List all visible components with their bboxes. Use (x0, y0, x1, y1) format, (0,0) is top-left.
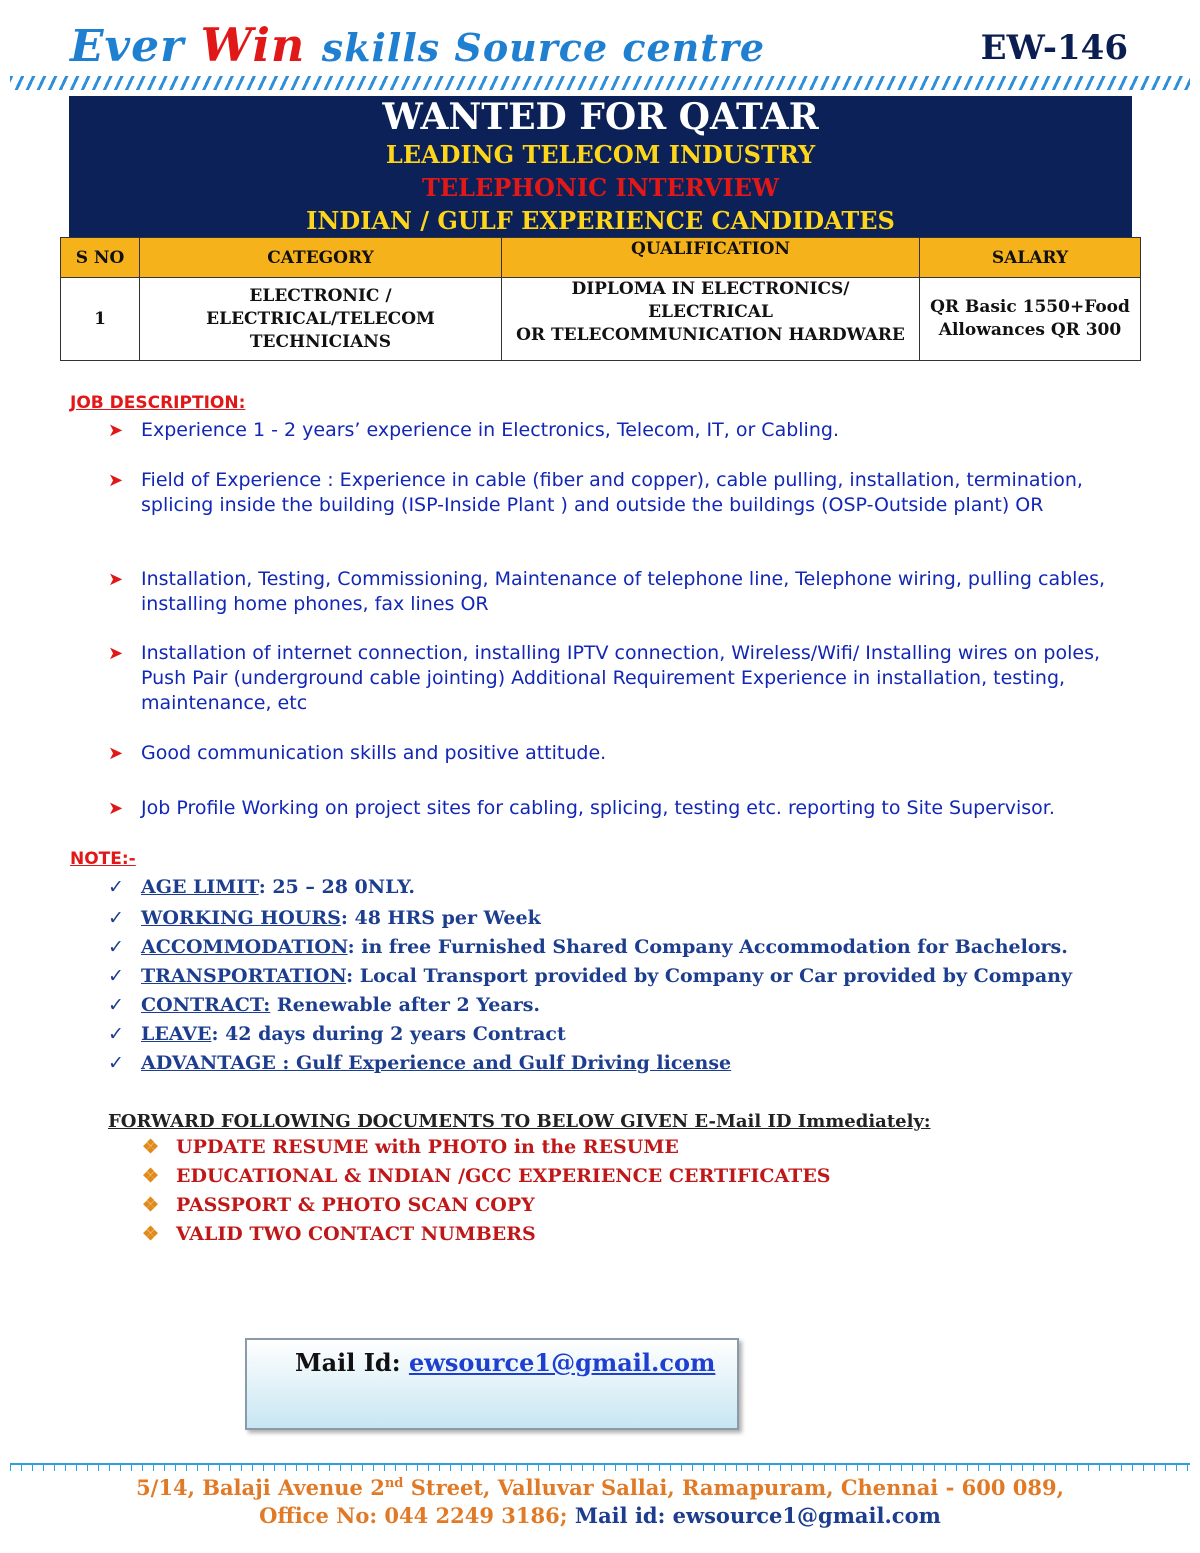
diamond-bullet-icon: ❖ (142, 1194, 160, 1216)
note-label: ADVANTAGE : Gulf Experience and Gulf Driving license (141, 1052, 732, 1074)
document-item: EDUCATIONAL & INDIAN /GCC EXPERIENCE CERTIFICATES (176, 1165, 831, 1187)
cell-qualification (502, 278, 920, 361)
arrow-bullet-icon: ➤ (108, 643, 124, 664)
list-item (108, 994, 540, 1016)
note-value: : 25 – 28 0NLY. (258, 876, 416, 898)
list-item (108, 965, 1072, 987)
category-line: ELECTRONIC / (249, 285, 392, 306)
check-icon: ✓ (108, 994, 124, 1016)
title-banner (69, 96, 1132, 238)
documents-heading: FORWARD FOLLOWING DOCUMENTS TO BELOW GIVEN E-Mail ID Immediately: (108, 1111, 931, 1132)
list-item (142, 1194, 535, 1216)
diamond-bullet-icon: ❖ (142, 1165, 160, 1187)
brand-part-win: Win (200, 18, 306, 72)
job-description-text: Experience 1 - 2 years’ experience in Electronics, Telecom, IT, or Cabling. (141, 419, 839, 441)
footer-mail[interactable]: Mail id: ewsource1@gmail.com (567, 1503, 941, 1528)
category-line: ELECTRICAL/TELECOM TECHNICIANS (206, 308, 435, 352)
list-item (142, 1136, 679, 1158)
list-item (108, 876, 415, 898)
arrow-bullet-icon: ➤ (108, 743, 124, 764)
list-item (142, 1223, 536, 1245)
arrow-bullet-icon: ➤ (108, 569, 124, 590)
brand-part-rest: skills Source centre (321, 25, 766, 70)
list-item (108, 641, 1128, 716)
cell-salary (920, 278, 1141, 361)
cell-sno: 1 (61, 278, 140, 361)
job-table (60, 237, 1141, 361)
check-icon: ✓ (108, 1052, 124, 1074)
table-header-row (61, 238, 1141, 278)
list-item (108, 1023, 566, 1045)
office-number: Office No: 044 2249 3186; (259, 1503, 568, 1528)
column-header-category: CATEGORY (140, 238, 502, 278)
address-part: 5/14, Balaji Avenue 2 (136, 1475, 385, 1500)
address-ordinal: nd (384, 1476, 404, 1491)
list-item (108, 936, 1068, 958)
header-divider (10, 76, 1190, 90)
note-value: : Local Transport provided by Company or Car provided by Company (346, 965, 1072, 987)
check-icon: ✓ (108, 907, 124, 929)
document-item: PASSPORT & PHOTO SCAN COPY (176, 1194, 535, 1216)
footer-address (0, 1475, 1200, 1500)
qualification-line: OR TELECOMMUNICATION HARDWARE (516, 325, 905, 345)
list-item (108, 418, 1128, 443)
note-value: : in free Furnished Shared Company Accommodation for Bachelors. (347, 936, 1068, 958)
check-icon: ✓ (108, 965, 124, 987)
note-heading: NOTE:- (70, 849, 136, 869)
mail-id-link[interactable]: ewsource1@gmail.com (408, 1348, 716, 1377)
note-value: : 42 days during 2 years Contract (211, 1023, 566, 1045)
qualification-line: DIPLOMA IN ELECTRONICS/ ELECTRICAL (571, 279, 850, 322)
job-description-text: Installation, Testing, Commissioning, Maintenance of telephone line, Telephone wiring, pulling cables, installing home phones, fax lines OR (141, 568, 1106, 615)
column-header-sno: S NO (61, 238, 140, 278)
list-item (108, 741, 1128, 766)
footer-divider (10, 1463, 1190, 1471)
list-item (108, 567, 1128, 617)
job-code: EW-146 (980, 28, 1128, 68)
job-description-text: Installation of internet connection, installing IPTV connection, Wireless/Wifi/ Installing wires on poles, Push Pair (underground cable jointing) Additional Requirement Experience in installation, testing, maintenance, etc (141, 642, 1101, 714)
document-item: VALID TWO CONTACT NUMBERS (176, 1223, 536, 1245)
check-icon: ✓ (108, 1023, 124, 1045)
table-row (61, 278, 1141, 361)
note-label: ACCOMMODATION (141, 936, 348, 958)
job-description-text: Field of Experience : Experience in cable (fiber and copper), cable pulling, installation, termination, splicing inside the building (ISP-Inside Plant ) and outside the buildings (OSP-Outside plant) OR (141, 469, 1083, 516)
note-value: : 48 HRS per Week (340, 907, 541, 929)
diamond-bullet-icon: ❖ (142, 1223, 160, 1245)
mail-id-label: Mail Id: (295, 1348, 401, 1377)
note-label: LEAVE (141, 1023, 212, 1045)
banner-industry: LEADING TELECOM INDUSTRY (385, 140, 816, 169)
salary-line: QR Basic 1550+Food (930, 297, 1130, 317)
note-label: CONTRACT: (141, 994, 271, 1016)
brand-logo (70, 18, 765, 72)
arrow-bullet-icon: ➤ (108, 798, 124, 819)
check-icon: ✓ (108, 876, 124, 898)
list-item (108, 907, 541, 929)
column-header-salary: SALARY (920, 238, 1141, 278)
salary-line: Allowances QR 300 (938, 320, 1122, 340)
job-description-text: Good communication skills and positive attitude. (141, 742, 607, 764)
note-label: TRANSPORTATION (141, 965, 347, 987)
column-header-qualification: QUALIFICATION (502, 238, 920, 278)
note-label: WORKING HOURS (141, 907, 341, 929)
list-item (108, 1052, 731, 1074)
cell-category (140, 278, 502, 361)
list-item (108, 468, 1128, 518)
banner-title: WANTED FOR QATAR (382, 96, 819, 138)
list-item (108, 796, 1128, 821)
address-part: Street, Valluvar Sallai, Ramapuram, Chennai - 600 089, (403, 1475, 1064, 1500)
arrow-bullet-icon: ➤ (108, 470, 124, 491)
job-description-heading: JOB DESCRIPTION: (70, 393, 246, 413)
banner-candidates: INDIAN / GULF EXPERIENCE CANDIDATES (306, 206, 895, 235)
banner-interview: TELEPHONIC INTERVIEW (421, 173, 780, 202)
footer-contact (0, 1503, 1200, 1528)
diamond-bullet-icon: ❖ (142, 1136, 160, 1158)
list-item (142, 1165, 831, 1187)
check-icon: ✓ (108, 936, 124, 958)
job-description-text: Job Profile Working on project sites for cabling, splicing, testing etc. reporting to Site Supervisor. (141, 797, 1055, 819)
mail-id-box (245, 1338, 739, 1430)
document-item: UPDATE RESUME with PHOTO in the RESUME (176, 1136, 679, 1158)
brand-part-ever: Ever (70, 21, 185, 72)
note-value: Renewable after 2 Years. (270, 994, 541, 1016)
arrow-bullet-icon: ➤ (108, 420, 124, 441)
note-label: AGE LIMIT (141, 876, 259, 898)
